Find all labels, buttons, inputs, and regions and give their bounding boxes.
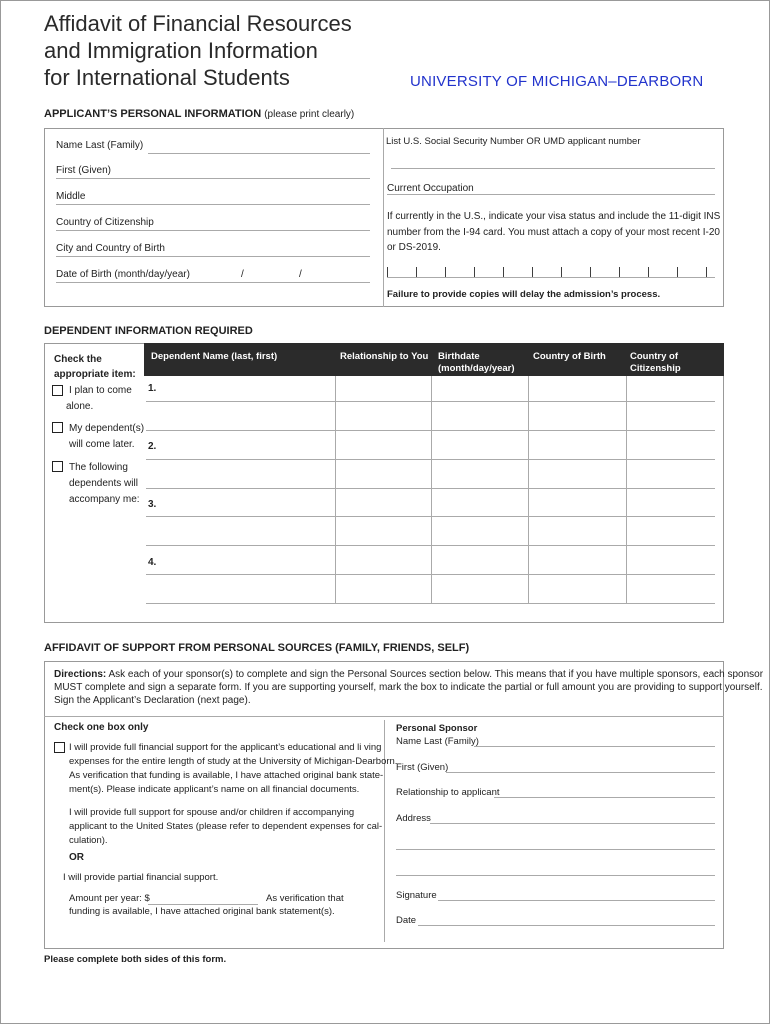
middle-name-field[interactable] — [56, 204, 370, 205]
ssn-field[interactable] — [391, 168, 715, 169]
visa-line-2: number from the I-94 card. You must attach a copy of your most recent I-20 — [387, 226, 720, 238]
dependent-row-number: 2. — [148, 441, 157, 452]
accompany-label — [69, 460, 140, 508]
full-support-line-2: expenses for the entire length of study at the University of Michigan-Dearborn. — [69, 756, 398, 767]
full-support-checkbox[interactable] — [54, 742, 65, 753]
birth-place-field[interactable] — [56, 256, 370, 257]
directions-line-1: Ask each of your sponsor(s) to complete and sign the Personal Sources section below. This means that if you have multiple sponsors, each sponsor — [106, 669, 764, 680]
plan-alone-label — [66, 383, 132, 415]
col-birthdate — [438, 351, 515, 375]
name-last-label: Name Last (Family) — [56, 140, 144, 151]
col-citizenship — [630, 351, 681, 375]
citizenship-field[interactable] — [56, 230, 370, 231]
middle-name-label: Middle — [56, 191, 86, 202]
col-birthdate-line-2: (month/day/year) — [438, 363, 515, 374]
sponsor-date-label: Date — [396, 915, 417, 926]
sponsor-name-label: Name Last (Family) — [396, 736, 479, 747]
check-one-label: Check one box only — [54, 722, 149, 733]
failure-note: Failure to provide copies will delay the admission’s process. — [387, 289, 661, 300]
directions-label: Directions: — [54, 669, 107, 680]
sponsor-title: Personal Sponsor — [396, 723, 478, 734]
sponsor-address-field-3[interactable] — [396, 875, 715, 876]
full-support-line-3: As verification that funding is available, I have attached original bank state- — [69, 770, 384, 781]
directions-divider — [44, 716, 724, 717]
first-name-field[interactable] — [56, 178, 370, 179]
sponsor-first-field[interactable] — [446, 772, 715, 773]
dependents-later-line-1: My dependent(s) — [69, 423, 145, 434]
partial-support-text: I will provide partial financial support. — [63, 872, 219, 883]
personal-divider — [383, 128, 384, 307]
sponsor-date-field[interactable] — [418, 925, 715, 926]
col-divider — [528, 376, 529, 603]
ins-digit-divider: | — [647, 266, 650, 278]
amount-label: Amount per year: $ — [69, 893, 150, 904]
dob-separator-2: / — [299, 269, 302, 280]
full-support-line-4: ment(s). Please indicate applicant’s name on all financial documents. — [69, 784, 360, 795]
first-name-label: First (Given) — [56, 165, 111, 176]
full-support-text — [69, 741, 397, 797]
plan-alone-line-1: I plan to come — [69, 385, 132, 396]
title-line-3: for International Students — [44, 65, 290, 90]
check-title-line-2: appropriate item: — [54, 369, 136, 380]
accompany-line-3: accompany me: — [69, 494, 140, 505]
sponsor-first-label: First (Given) — [396, 762, 449, 773]
col-dependent-name: Dependent Name (last, first) — [151, 351, 278, 362]
accompany-line-1: The following — [69, 462, 128, 473]
personal-heading-note: (please print clearly) — [264, 109, 355, 120]
row-line — [146, 603, 715, 604]
plan-alone-checkbox[interactable] — [52, 385, 63, 396]
spouse-line-3: culation). — [69, 835, 108, 846]
dependent-row-number: 4. — [148, 557, 157, 568]
name-last-field[interactable] — [148, 153, 370, 154]
title-line-1: Affidavit of Financial Resources — [44, 11, 352, 36]
amount-verification-line-2: funding is available, I have attached original bank statement(s). — [69, 906, 335, 917]
ins-digit-divider: | — [705, 266, 708, 278]
directions-line-2: MUST complete and sign a separate form. If you are supporting yourself, mark the box to indicate the partial or full amount you are providing to support yourself. — [54, 682, 763, 693]
ins-digit-divider: | — [415, 266, 418, 278]
sponsor-relationship-field[interactable] — [494, 797, 715, 798]
occupation-label: Current Occupation — [387, 183, 474, 194]
sponsor-signature-label: Signature — [396, 890, 437, 901]
dependent-info-box — [44, 343, 724, 623]
col-divider — [626, 376, 627, 603]
visa-line-1: If currently in the U.S., indicate your visa status and include the 11-digit INS — [387, 211, 721, 222]
directions-line-3: Sign the Applicant’s Declaration (next page). — [54, 695, 251, 706]
dob-separator-1: / — [241, 269, 244, 280]
sponsor-address-label: Address — [396, 813, 431, 824]
row-line — [146, 574, 715, 575]
dependent-row-number: 1. — [148, 383, 157, 394]
ins-digit-divider: | — [531, 266, 534, 278]
row-line — [146, 401, 715, 402]
col-divider — [431, 376, 432, 603]
ins-digit-divider: | — [589, 266, 592, 278]
col-birth-country: Country of Birth — [533, 351, 606, 362]
spouse-support-text — [69, 806, 382, 848]
sponsor-address-field-2[interactable] — [396, 849, 715, 850]
col-citizenship-line-2: Citizenship — [630, 363, 681, 374]
accompany-checkbox[interactable] — [52, 461, 63, 472]
spouse-line-2: applicant to the United States (please refer to dependent expenses for cal- — [69, 821, 383, 832]
check-title-line-1: Check the — [54, 354, 102, 365]
visa-instructions — [387, 209, 720, 256]
affidavit-section-heading: AFFIDAVIT OF SUPPORT FROM PERSONAL SOURCES (FAMILY, FRIENDS, SELF) — [44, 642, 470, 654]
row-line — [146, 430, 715, 431]
dependents-later-line-2: will come later. — [69, 439, 135, 450]
sponsor-relationship-label: Relationship to applicant — [396, 787, 500, 798]
row-line — [146, 545, 715, 546]
birth-place-label: City and Country of Birth — [56, 243, 165, 254]
col-birthdate-line-1: Birthdate — [438, 351, 480, 362]
accompany-line-2: dependents will — [69, 478, 138, 489]
sponsor-name-field[interactable] — [474, 746, 715, 747]
citizenship-label: Country of Citizenship — [56, 217, 154, 228]
ins-digit-divider: | — [618, 266, 621, 278]
ins-number-baseline — [387, 277, 715, 278]
sponsor-address-field[interactable] — [430, 823, 715, 824]
row-line — [146, 459, 715, 460]
form-title — [44, 10, 352, 91]
col-citizenship-line-1: Country of — [630, 351, 679, 362]
occupation-field[interactable] — [387, 194, 715, 195]
or-label: OR — [69, 852, 84, 863]
row-line — [146, 516, 715, 517]
col-divider — [335, 376, 336, 603]
directions — [54, 668, 764, 707]
ssn-label: List U.S. Social Security Number OR UMD applicant number — [386, 136, 641, 147]
sponsor-signature-field[interactable] — [438, 900, 715, 901]
visa-line-3: or DS-2019. — [387, 242, 441, 253]
university-name: UNIVERSITY OF MICHIGAN–DEARBORN — [410, 73, 704, 90]
dependent-row-number: 3. — [148, 499, 157, 510]
ins-digit-divider: | — [444, 266, 447, 278]
dob-field[interactable] — [56, 282, 370, 283]
amount-verification: As verification that — [266, 893, 344, 904]
dependents-later-checkbox[interactable] — [52, 422, 63, 433]
footer-note: Please complete both sides of this form. — [44, 954, 227, 965]
dependents-later-label — [69, 421, 144, 453]
personal-section-heading — [44, 108, 354, 120]
full-support-line-1: I will provide full financial support for the applicant’s educational and li ving — [69, 742, 382, 753]
spouse-line-1: I will provide full support for spouse and/or children if accompanying — [69, 807, 355, 818]
amount-field[interactable] — [148, 904, 258, 905]
dependent-section-heading: DEPENDENT INFORMATION REQUIRED — [44, 325, 253, 337]
check-title — [54, 352, 136, 382]
ins-digit-divider: | — [386, 266, 389, 278]
personal-heading-text: APPLICANT’S PERSONAL INFORMATION — [44, 108, 262, 120]
ins-digit-divider: | — [473, 266, 476, 278]
dob-label: Date of Birth (month/day/year) — [56, 269, 190, 280]
ins-digit-divider: | — [560, 266, 563, 278]
col-relationship: Relationship to You — [340, 351, 429, 362]
ins-digit-divider: | — [502, 266, 505, 278]
row-line — [146, 488, 715, 489]
ins-digit-divider: | — [676, 266, 679, 278]
title-line-2: and Immigration Information — [44, 38, 318, 63]
plan-alone-line-2: alone. — [66, 401, 94, 412]
